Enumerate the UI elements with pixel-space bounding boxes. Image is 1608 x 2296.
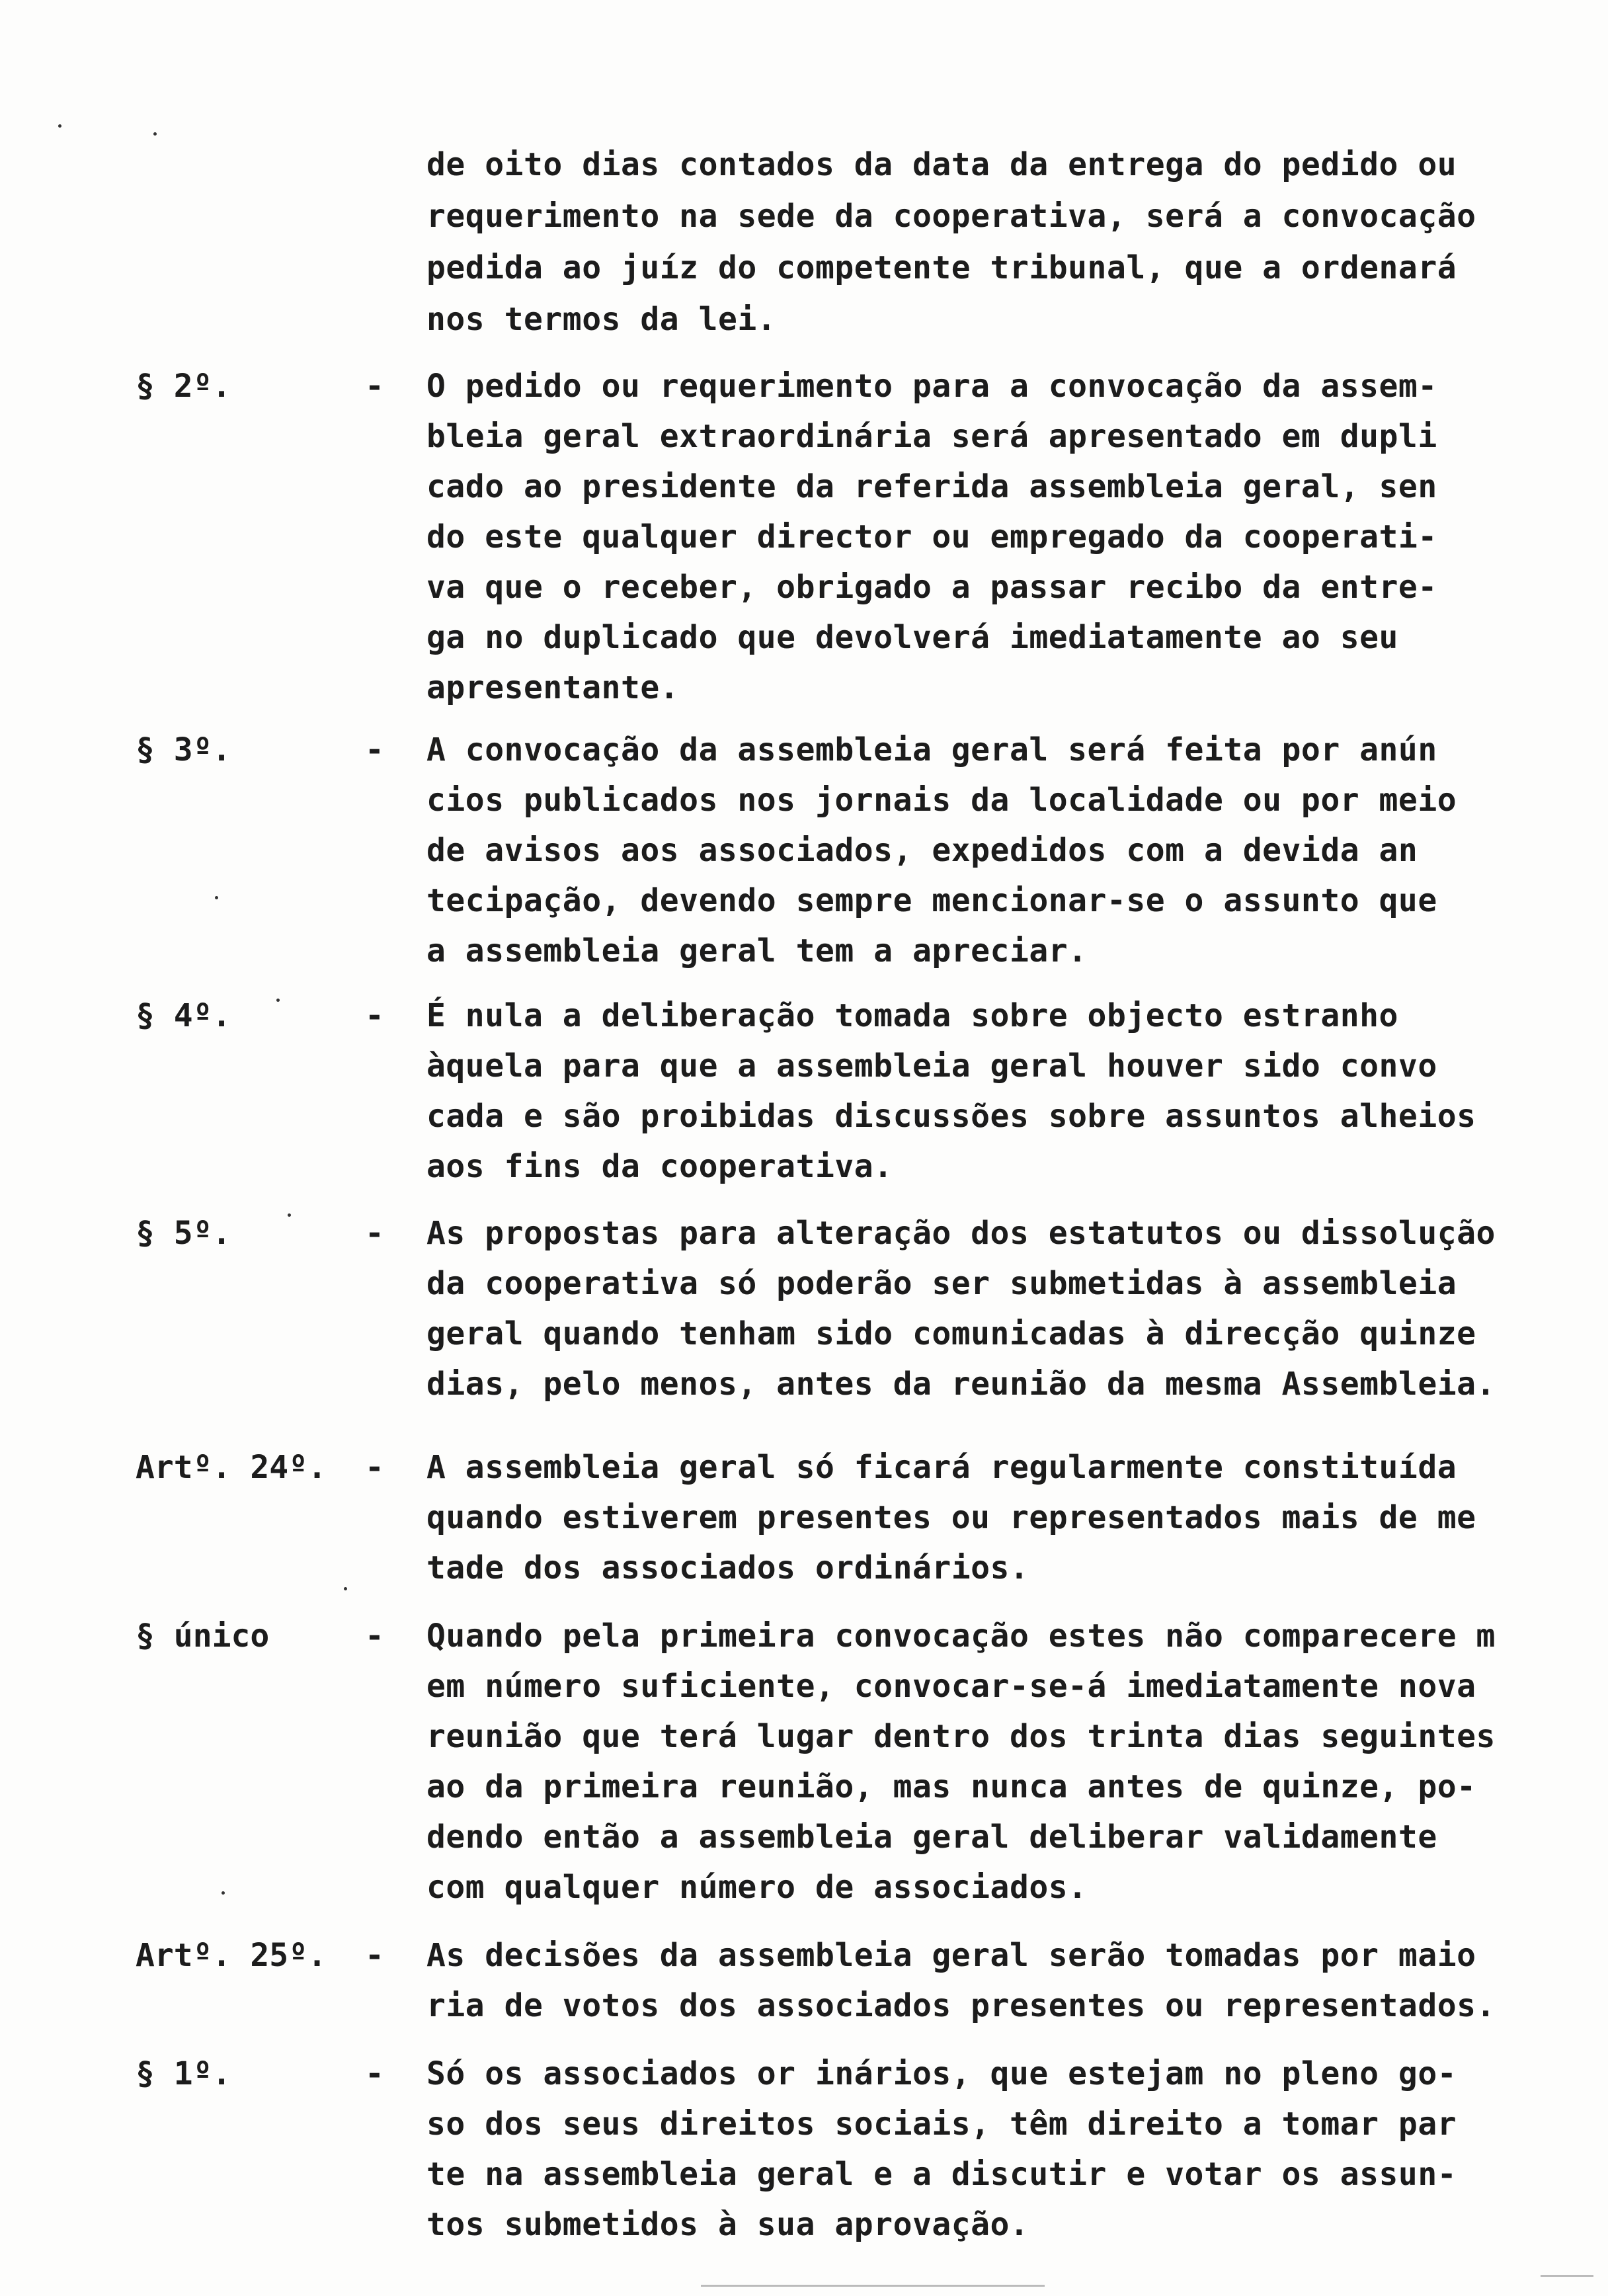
scan-speck — [153, 132, 157, 136]
scan-smudge — [701, 2285, 1045, 2287]
text-line: É nula a deliberação tomada sobre objecto estranho — [426, 997, 1398, 1034]
text-line: ga no duplicado que devolverá imediatamente ao seu — [426, 619, 1398, 656]
text-line: de oito dias contados da data da entrega do pedido ou — [426, 146, 1457, 183]
paragraph-label: § 2º. — [136, 368, 231, 405]
text-line: Só os associados or inários, que estejam no pleno go- — [426, 2055, 1457, 2092]
text-line: tos submetidos à sua aprovação. — [426, 2206, 1029, 2243]
text-line: va que o receber, obrigado a passar recibo da entre- — [426, 569, 1437, 606]
text-line: a assembleia geral tem a apreciar. — [426, 932, 1088, 969]
label-dash: - — [365, 1937, 384, 1974]
text-line: tade dos associados ordinários. — [426, 1549, 1029, 1586]
text-line: As decisões da assembleia geral serão tomadas por maio — [426, 1937, 1476, 1974]
text-line: dias, pelo menos, antes da reunião da mesma Assembleia. — [426, 1366, 1496, 1403]
text-line: em número suficiente, convocar-se-á imediatamente nova — [426, 1668, 1476, 1705]
scan-smudge — [1541, 2275, 1593, 2277]
text-line: requerimento na sede da cooperativa, será a convocação — [426, 198, 1476, 235]
label-dash: - — [365, 997, 384, 1034]
text-line: A assembleia geral só ficará regularmente constituída — [426, 1449, 1457, 1486]
text-line: de avisos aos associados, expedidos com a devida an — [426, 832, 1418, 869]
paragraph-label: § 1º. — [136, 2055, 231, 2092]
scan-speck — [215, 896, 218, 899]
text-line: As propostas para alteração dos estatutos ou dissolução — [426, 1215, 1496, 1252]
text-line: so dos seus direitos sociais, têm direito a tomar par — [426, 2106, 1457, 2143]
label-dash: - — [365, 1618, 384, 1655]
text-line: com qualquer número de associados. — [426, 1869, 1088, 1906]
label-dash: - — [365, 1215, 384, 1252]
scan-speck — [221, 1891, 225, 1895]
paragraph-label: § 5º. — [136, 1215, 231, 1252]
text-line: bleia geral extraordinária será apresentado em dupli — [426, 418, 1437, 455]
text-line: Quando pela primeira convocação estes não comparecere m — [426, 1618, 1496, 1655]
text-line: cios publicados nos jornais da localidade ou por meio — [426, 782, 1457, 819]
text-line: aos fins da cooperativa. — [426, 1148, 893, 1185]
text-line: te na assembleia geral e a discutir e votar os assun- — [426, 2156, 1457, 2193]
text-line: ria de votos dos associados presentes ou representados. — [426, 1987, 1496, 2024]
text-line: reunião que terá lugar dentro dos trinta dias seguintes — [426, 1718, 1496, 1755]
label-dash: - — [365, 368, 384, 405]
text-line: do este qualquer director ou empregado da cooperati- — [426, 518, 1437, 555]
text-line: apresentante. — [426, 669, 680, 706]
article-label: Artº. 24º. — [136, 1449, 327, 1486]
paragraph-label: § único — [136, 1618, 270, 1655]
paragraph-label: § 4º. — [136, 997, 231, 1034]
text-line: quando estiverem presentes ou representados mais de me — [426, 1499, 1476, 1536]
text-line: àquela para que a assembleia geral houver sido convo — [426, 1047, 1437, 1085]
text-line: cada e são proibidas discussões sobre assuntos alheios — [426, 1098, 1476, 1135]
text-line: geral quando tenham sido comunicadas à direcção quinze — [426, 1315, 1476, 1352]
text-line: O pedido ou requerimento para a convocação da assem- — [426, 368, 1437, 405]
text-line: nos termos da lei. — [426, 301, 777, 338]
text-line: tecipação, devendo sempre mencionar-se o assunto que — [426, 882, 1437, 919]
text-line: da cooperativa só poderão ser submetidas à assembleia — [426, 1265, 1457, 1302]
article-label: Artº. 25º. — [136, 1937, 327, 1974]
label-dash: - — [365, 2055, 384, 2092]
text-line: dendo então a assembleia geral deliberar validamente — [426, 1819, 1437, 1856]
label-dash: - — [365, 731, 384, 768]
scan-speck — [58, 124, 61, 128]
label-dash: - — [365, 1449, 384, 1486]
text-line: ao da primeira reunião, mas nunca antes de quinze, po- — [426, 1768, 1476, 1805]
scan-speck — [344, 1587, 347, 1590]
text-line: A convocação da assembleia geral será feita por anún — [426, 731, 1437, 768]
text-line: pedida ao juíz do competente tribunal, que a ordenará — [426, 249, 1457, 286]
text-line: cado ao presidente da referida assembleia geral, sen — [426, 468, 1437, 505]
paragraph-label: § 3º. — [136, 731, 231, 768]
